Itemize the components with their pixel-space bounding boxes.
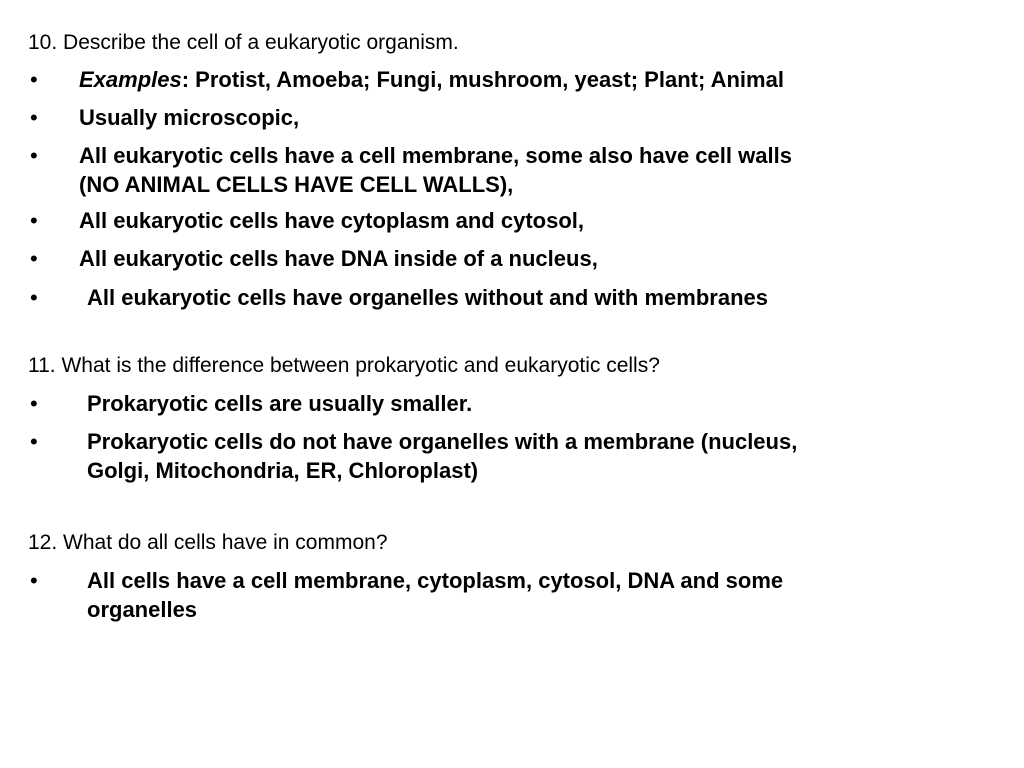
bullet-marker: • (30, 105, 38, 130)
bullet-text: Usually microscopic, (79, 105, 300, 130)
bullet-text: All eukaryotic cells have cytoplasm and cytosol, (79, 208, 584, 233)
bullet-marker: • (30, 208, 38, 233)
question-10: 10. Describe the cell of a eukaryotic organism. (28, 31, 459, 54)
bullet-text-line-1: All cells have a cell membrane, cytoplasm, cytosol, DNA and some (87, 568, 784, 593)
bullet-marker: • (30, 67, 38, 92)
bullet-marker: • (30, 429, 38, 454)
question-11: 11. What is the difference between prokaryotic and eukaryotic cells? (28, 354, 660, 377)
bullet-text-line-1: All eukaryotic cells have a cell membrane, some also have cell walls (79, 143, 792, 168)
bullet-text: Prokaryotic cells are usually smaller. (87, 391, 473, 416)
bullet-text-line-2: (NO ANIMAL CELLS HAVE CELL WALLS), (79, 172, 514, 197)
bullet-text-line-2: organelles (87, 597, 198, 622)
question-12: 12. What do all cells have in common? (28, 531, 388, 554)
examples-list: : Protist, Amoeba; Fungi, mushroom, yeast; Plant; Animal (181, 67, 784, 92)
bullet-text: All eukaryotic cells have organelles without and with membranes (87, 285, 768, 310)
bullet-marker: • (30, 285, 38, 310)
examples-label: Examples (79, 67, 182, 92)
bullet-marker: • (30, 391, 38, 416)
bullet-text-line-2: Golgi, Mitochondria, ER, Chloroplast) (87, 458, 479, 483)
bullet-text: All eukaryotic cells have DNA inside of a nucleus, (79, 246, 598, 271)
bullet-marker: • (30, 568, 38, 593)
bullet-text-line-1: Prokaryotic cells do not have organelles with a membrane (nucleus, (87, 429, 798, 454)
bullet-marker: • (30, 246, 38, 271)
bullet-marker: • (30, 143, 38, 168)
